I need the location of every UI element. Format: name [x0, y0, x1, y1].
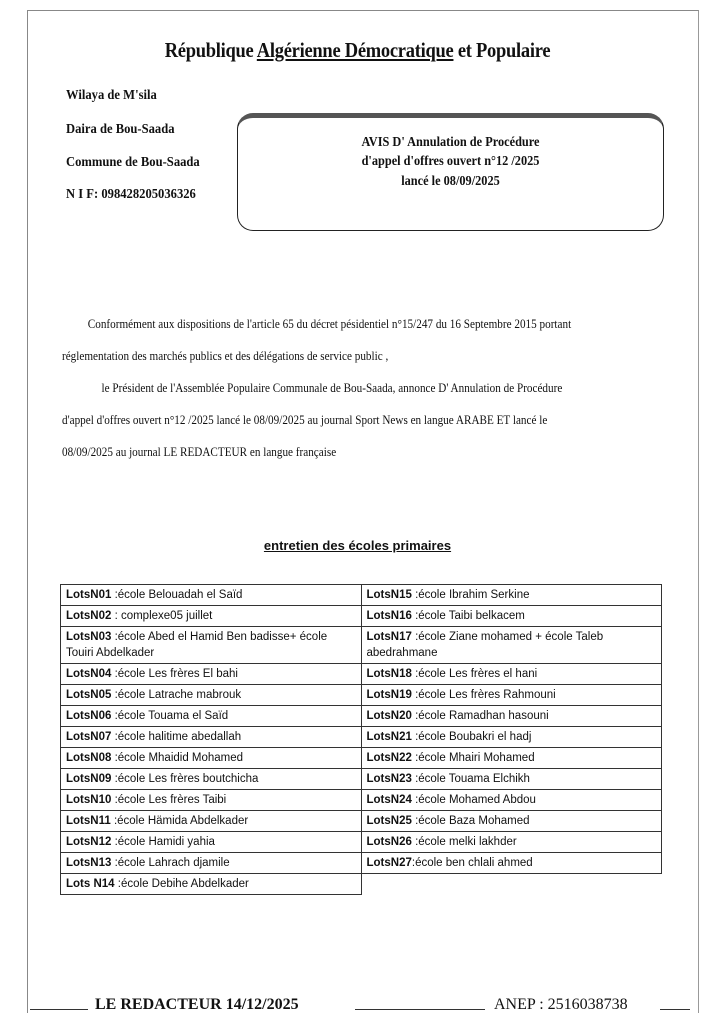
- lot-cell: [61, 748, 362, 769]
- table-row: [61, 664, 662, 685]
- lot-cell: [361, 585, 662, 606]
- footer-rule: [30, 1009, 88, 1010]
- lot-code: LotsN23: [366, 773, 412, 785]
- body-line: 08/09/2025 au journal LE REDACTEUR en langue française: [62, 444, 337, 459]
- lot-school: :école Touama el Saïd: [111, 710, 229, 722]
- body-line: Conformément aux dispositions de l'article 65 du décret pésidentiel n°15/247 du 16 Septembre 2015 portant: [87, 316, 572, 331]
- lot-cell: [361, 727, 662, 748]
- table-row: [61, 748, 662, 769]
- lot-school: :école Baza Mohamed: [411, 815, 530, 827]
- lot-cell: [61, 790, 362, 811]
- lot-cell: [361, 606, 662, 627]
- lot-code: LotsN16: [366, 610, 412, 622]
- lot-cell: [361, 853, 662, 874]
- lot-code: LotsN21: [366, 731, 412, 743]
- lot-cell: [361, 664, 662, 685]
- lot-cell: [361, 811, 662, 832]
- lot-school: :école Taibi belkacem: [411, 610, 525, 622]
- lot-code: LotsN03: [66, 631, 112, 643]
- lot-cell: [361, 748, 662, 769]
- table-row: [61, 769, 662, 790]
- lot-school: :école Mohamed Abdou: [411, 794, 536, 806]
- table-row: [61, 811, 662, 832]
- lot-cell: [361, 769, 662, 790]
- lot-code: LotsN25: [366, 815, 412, 827]
- lot-cell: [361, 685, 662, 706]
- body-line: le Président de l'Assemblée Populaire Communale de Bou-Saada, annonce D' Annulation de Procédure: [101, 380, 563, 395]
- lot-cell: [61, 664, 362, 685]
- lot-school: :école Les frères El bahi: [111, 668, 238, 680]
- table-row: [61, 706, 662, 727]
- lot-code: LotsN02: [66, 610, 112, 622]
- notice-line: d'appel d'offres ouvert n°12 /2025: [361, 154, 540, 169]
- page-title: [43, 38, 672, 63]
- lot-cell: [361, 832, 662, 853]
- table-row: [61, 790, 662, 811]
- lot-code: LotsN26: [366, 836, 412, 848]
- lot-code: Lots N14: [66, 878, 115, 890]
- lot-school: :école Abed el Hamid Ben badisse+ école Touiri Abdelkader: [66, 631, 328, 659]
- lot-code: LotsN22: [366, 752, 412, 764]
- lot-school: :école melki lakhder: [411, 836, 517, 848]
- lot-school: :école Debihe Abdelkader: [114, 878, 249, 890]
- lot-code: LotsN18: [366, 668, 412, 680]
- footer-rule: [355, 1009, 485, 1010]
- lot-code: LotsN06: [66, 710, 112, 722]
- lot-code: LotsN09: [66, 773, 112, 785]
- lot-school: :école Ramadhan hasouni: [411, 710, 549, 722]
- daira: Daira de Bou-Saada: [66, 122, 175, 137]
- lot-school: :école Ibrahim Serkine: [411, 589, 530, 601]
- lot-school: :école Lahrach djamile: [111, 857, 230, 869]
- lot-cell: [361, 790, 662, 811]
- notice-line: lancé le 08/09/2025: [401, 174, 500, 189]
- lot-code: LotsN24: [366, 794, 412, 806]
- footer-anep: ANEP : 2516038738: [494, 996, 628, 1013]
- lot-school: :école Les frères Rahmouni: [411, 689, 556, 701]
- table-row: [61, 727, 662, 748]
- lot-cell: [361, 627, 662, 664]
- lot-code: LotsN05: [66, 689, 112, 701]
- table-row: [61, 585, 662, 606]
- notice-line: AVIS D' Annulation de Procédure: [361, 135, 540, 150]
- lot-cell: [61, 606, 362, 627]
- lot-code: LotsN19: [366, 689, 412, 701]
- lot-school: :école Les frères boutchicha: [111, 773, 259, 785]
- lot-cell: [61, 832, 362, 853]
- lot-school: :école Boubakri el hadj: [411, 731, 532, 743]
- lot-school: :école Mhairi Mohamed: [411, 752, 535, 764]
- body-line: réglementation des marchés publics et des délégations de service public ,: [62, 348, 389, 363]
- lot-school: :école Touama Elchikh: [411, 773, 530, 785]
- lot-school: :école Les frères el hani: [411, 668, 538, 680]
- table-row: [61, 685, 662, 706]
- table-row: [61, 627, 662, 664]
- lot-code: LotsN20: [366, 710, 412, 722]
- lot-cell: [61, 727, 362, 748]
- lot-school: :école Belouadah el Saïd: [111, 589, 243, 601]
- lot-school: :école Hämida Abdelkader: [110, 815, 249, 827]
- table-row: [61, 874, 662, 895]
- title-part: Algérienne Démocratique: [256, 38, 454, 62]
- title-part: et Populaire: [453, 38, 551, 62]
- title-part: République: [164, 38, 257, 62]
- lot-code: LotsN08: [66, 752, 112, 764]
- lot-cell: [61, 585, 362, 606]
- lot-code: LotsN15: [366, 589, 412, 601]
- lot-school: :école ben chlali ahmed: [411, 857, 533, 869]
- table-row: [61, 606, 662, 627]
- lot-cell: [61, 853, 362, 874]
- lot-code: LotsN27: [366, 857, 412, 869]
- lots-table: [60, 584, 662, 895]
- lot-cell: [361, 706, 662, 727]
- lot-cell: [61, 627, 362, 664]
- lot-school: :école Hamidi yahia: [111, 836, 215, 848]
- commune: Commune de Bou-Saada: [66, 155, 200, 170]
- lot-cell: [61, 811, 362, 832]
- notice-box: [237, 113, 664, 231]
- wilaya: Wilaya de M'sila: [66, 88, 157, 103]
- table-row: [61, 853, 662, 874]
- lot-cell: [61, 769, 362, 790]
- lot-school: :école Latrache mabrouk: [111, 689, 242, 701]
- lot-code: LotsN17: [366, 631, 412, 643]
- lot-code: LotsN04: [66, 668, 112, 680]
- footer-rule: [660, 1009, 690, 1010]
- lot-code: LotsN13: [66, 857, 112, 869]
- lot-code: LotsN11: [66, 815, 111, 827]
- table-row: [61, 832, 662, 853]
- footer-newspaper: LE REDACTEUR 14/12/2025: [95, 996, 299, 1013]
- lot-code: LotsN01: [66, 589, 112, 601]
- lot-school: : complexe05 juillet: [111, 610, 213, 622]
- lot-code: LotsN10: [66, 794, 112, 806]
- lot-school: :école halitime abedallah: [111, 731, 242, 743]
- lot-school: :école Mhaidid Mohamed: [111, 752, 244, 764]
- nif: N I F: 098428205036326: [66, 187, 196, 202]
- section-subtitle: entretien des écoles primaires: [263, 538, 452, 553]
- lot-code: LotsN12: [66, 836, 112, 848]
- lot-school: :école Ziane mohamed + école Taleb abedrahmane: [366, 631, 604, 659]
- body-text: [62, 308, 572, 468]
- lot-code: LotsN07: [66, 731, 112, 743]
- body-line: d'appel d'offres ouvert n°12 /2025 lancé le 08/09/2025 au journal Sport News en langue ARABE ET lancé le: [62, 412, 548, 427]
- lot-cell: [61, 874, 362, 895]
- empty-cell: [361, 874, 662, 895]
- lot-cell: [61, 685, 362, 706]
- lot-cell: [61, 706, 362, 727]
- lot-school: :école Les frères Taibi: [111, 794, 227, 806]
